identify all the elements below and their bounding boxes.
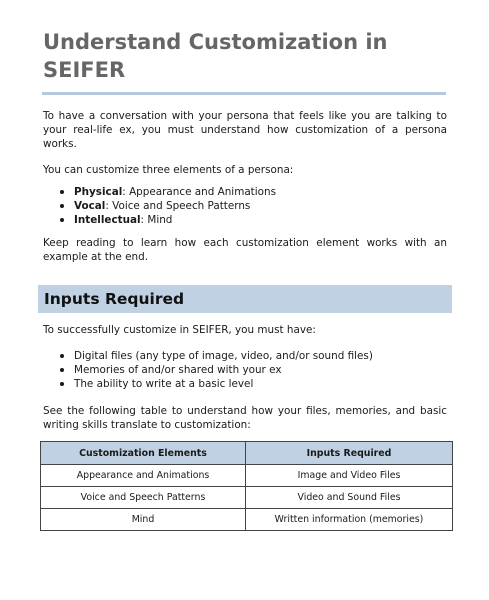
section-heading: Inputs Required (44, 290, 185, 308)
element-desc: : Voice and Speech Patterns (105, 200, 251, 212)
list-item (43, 377, 447, 391)
requirement-text: Memories of and/or shared with your ex (74, 364, 282, 376)
table-row (41, 465, 453, 487)
table-cell: Written information (memories) (246, 509, 453, 531)
requirement-text: The ability to write at a basic level (74, 378, 254, 390)
table-intro: See the following table to understand how your files, memories, and basic writing skills translate to customization: (43, 405, 447, 431)
bullet-dot (60, 368, 64, 372)
requirement-text: Digital files (any type of image, video, and/or sound files) (74, 350, 373, 362)
bullet-dot (60, 354, 64, 358)
customization-inputs-table (40, 441, 453, 531)
inputs-section-header (38, 285, 452, 313)
elements-lead: You can customize three elements of a persona: (43, 164, 294, 176)
bullet-dot (60, 204, 64, 208)
bullet-dot (60, 382, 64, 386)
table-header-cell: Inputs Required (246, 442, 453, 465)
bullet-dot (60, 218, 64, 222)
list-item (43, 349, 447, 363)
element-desc: : Mind (140, 214, 173, 226)
table-row (41, 487, 453, 509)
list-item (43, 213, 447, 227)
table-header-row (41, 442, 453, 465)
requirements-list (43, 349, 447, 391)
table-cell: Voice and Speech Patterns (41, 487, 246, 509)
customization-elements-list (43, 185, 447, 227)
table-cell: Mind (41, 509, 246, 531)
title-underline-rule (42, 92, 446, 95)
table-cell: Image and Video Files (246, 465, 453, 487)
element-term: Physical (74, 186, 123, 198)
table-cell: Video and Sound Files (246, 487, 453, 509)
list-item (43, 185, 447, 199)
list-item (43, 199, 447, 213)
closing-paragraph: Keep reading to learn how each customization element works with an example at the end. (43, 237, 447, 263)
element-term: Vocal (74, 200, 106, 212)
table-row (41, 509, 453, 531)
table-cell: Appearance and Animations (41, 465, 246, 487)
inputs-lead: To successfully customize in SEIFER, you must have: (43, 324, 316, 336)
element-desc: : Appearance and Animations (122, 186, 276, 198)
table-header-cell: Customization Elements (41, 442, 246, 465)
intro-paragraph: To have a conversation with your persona that feels like you are talking to your real-life ex, you must understand how customization of a persona works. (43, 110, 447, 150)
page-title: Understand Customization in SEIFER (43, 30, 388, 82)
element-term: Intellectual (74, 214, 141, 226)
bullet-dot (60, 190, 64, 194)
list-item (43, 363, 447, 377)
